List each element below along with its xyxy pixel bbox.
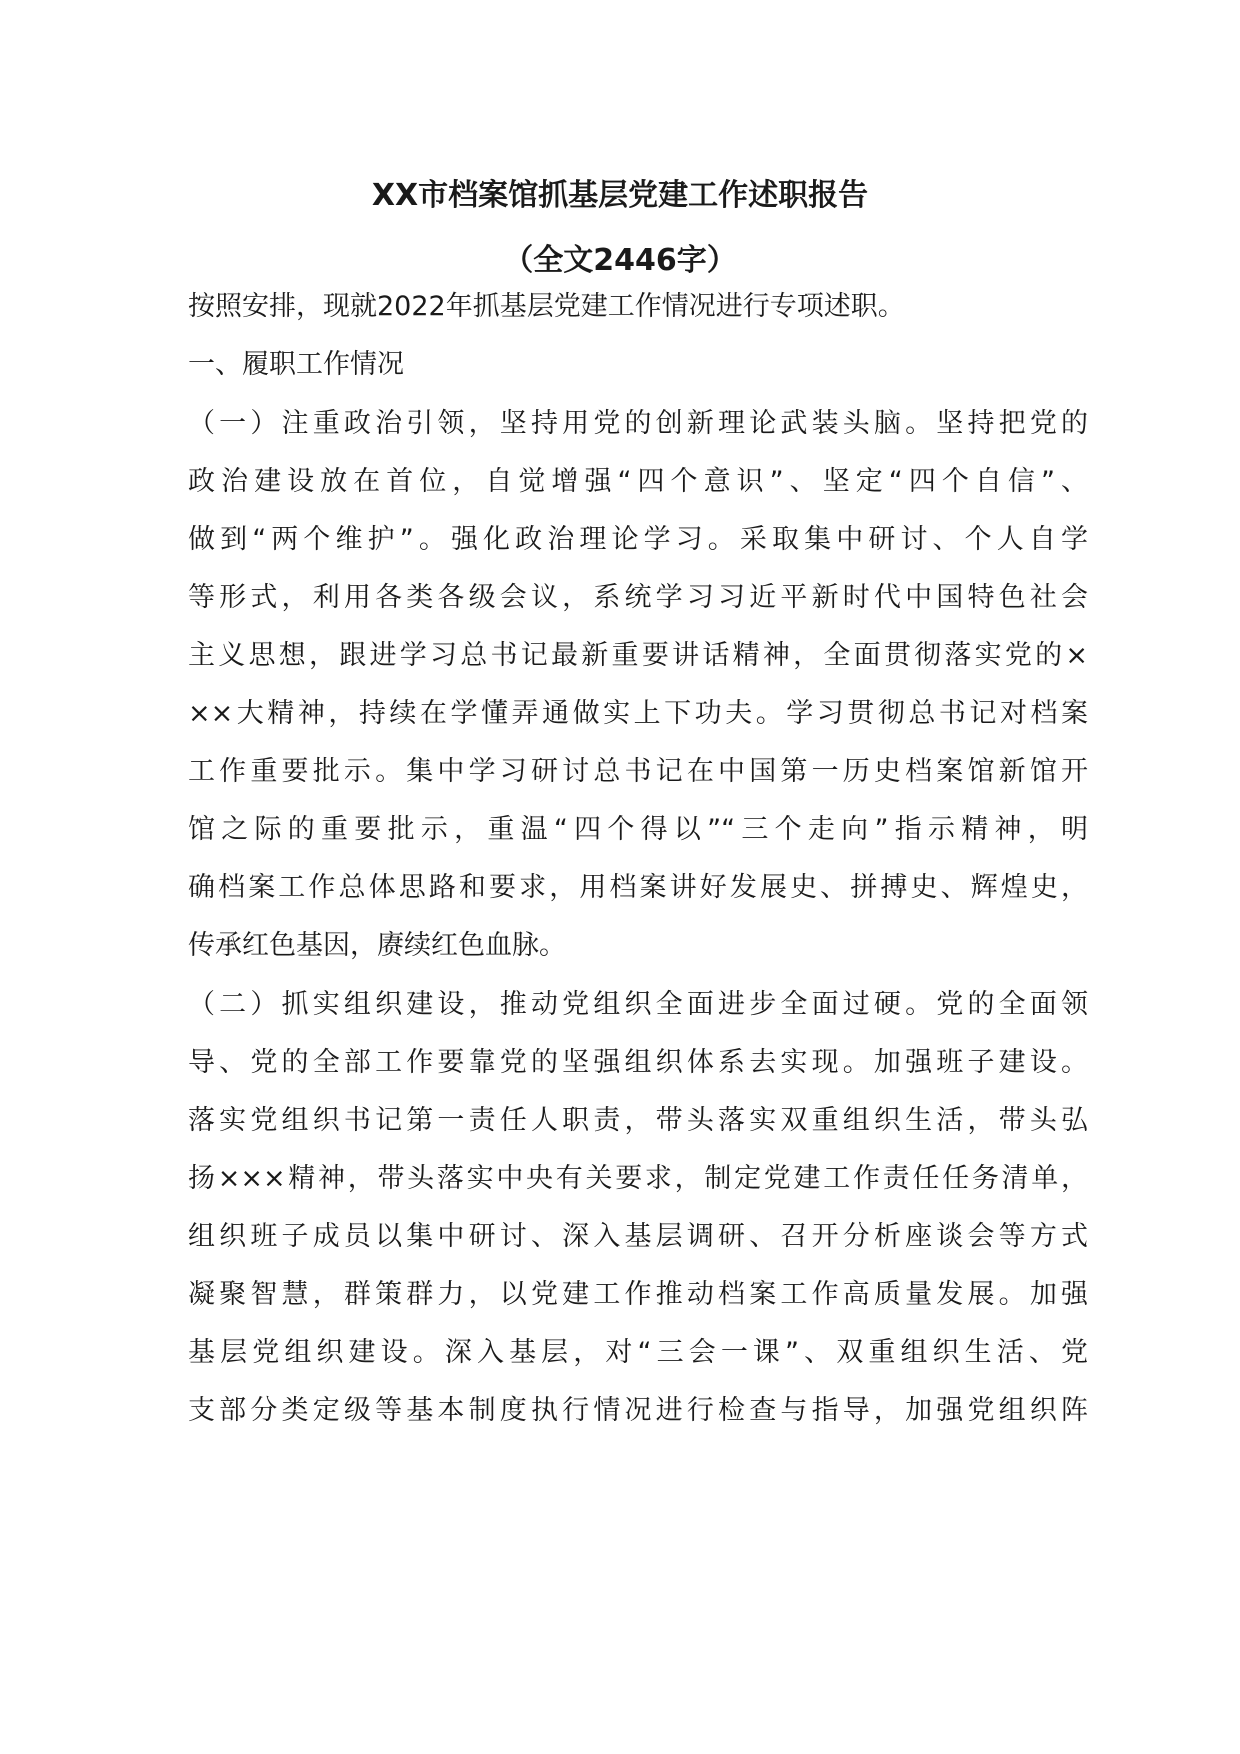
body-line: 做到“两个维护”。强化政治理论学习。采取集中研讨、个人自学: [188, 524, 1088, 555]
intro-line: 按照安排，现就2022年抓基层党建工作情况进行专项述职。: [188, 291, 905, 322]
body-line: 传承红色基因，赓续红色血脉。: [188, 930, 566, 961]
body-line: 基层党组织建设。深入基层，对“三会一课”、双重组织生活、党: [188, 1337, 1088, 1368]
body-line: ××大精神，持续在学懂弄通做实上下功夫。学习贯彻总书记对档案: [188, 698, 1088, 729]
body-line: 扬×××精神，带头落实中央有关要求，制定党建工作责任任务清单，: [188, 1163, 1088, 1194]
body-line: 馆之际的重要批示，重温“四个得以”“三个走向”指示精神，明: [188, 814, 1088, 845]
section-heading: 一、履职工作情况: [188, 349, 404, 380]
document-title: XX市档案馆抓基层党建工作述职报告: [371, 178, 869, 213]
body-line: （二）抓实组织建设，推动党组织全面进步全面过硬。党的全面领: [188, 989, 1088, 1020]
body-line: 政治建设放在首位，自觉增强“四个意识”、坚定“四个自信”、: [188, 466, 1088, 497]
document-subtitle: （全文2446字）: [503, 243, 737, 278]
body-line: 落实党组织书记第一责任人职责，带头落实双重组织生活，带头弘: [188, 1105, 1088, 1136]
body-line: 导、党的全部工作要靠党的坚强组织体系去实现。加强班子建设。: [188, 1047, 1088, 1078]
body-line: 确档案工作总体思路和要求，用档案讲好发展史、拼搏史、辉煌史，: [188, 872, 1088, 903]
body-line: 主义思想，跟进学习总书记最新重要讲话精神，全面贯彻落实党的×: [188, 640, 1088, 671]
body-line: 支部分类定级等基本制度执行情况进行检查与指导，加强党组织阵: [188, 1395, 1088, 1426]
body-line: 等形式，利用各类各级会议，系统学习习近平新时代中国特色社会: [188, 582, 1088, 613]
body-line: （一）注重政治引领，坚持用党的创新理论武装头脑。坚持把党的: [188, 408, 1088, 439]
body-line: 组织班子成员以集中研讨、深入基层调研、召开分析座谈会等方式: [188, 1221, 1088, 1252]
body-line: 工作重要批示。集中学习研讨总书记在中国第一历史档案馆新馆开: [188, 756, 1088, 787]
body-line: 凝聚智慧，群策群力，以党建工作推动档案工作高质量发展。加强: [188, 1279, 1088, 1310]
